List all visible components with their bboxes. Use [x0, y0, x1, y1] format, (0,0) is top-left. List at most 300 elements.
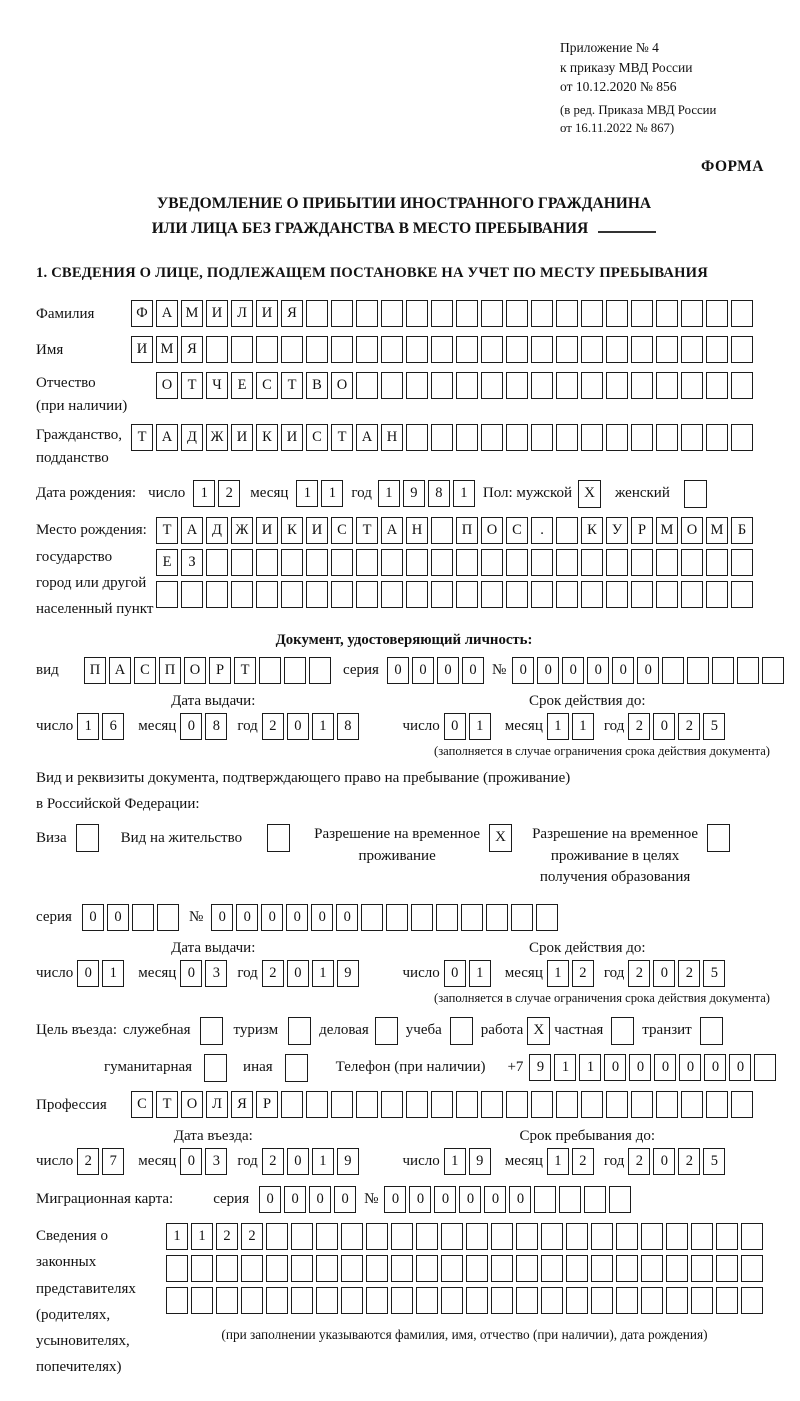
form-cell[interactable]: 3: [205, 1148, 227, 1175]
form-cell[interactable]: [181, 581, 203, 608]
form-cell[interactable]: [662, 657, 684, 684]
form-cell[interactable]: [241, 1287, 263, 1314]
form-cell[interactable]: О: [681, 517, 703, 544]
form-cell[interactable]: Т: [234, 657, 256, 684]
form-cell[interactable]: 0: [180, 713, 202, 740]
form-cell[interactable]: [306, 1091, 328, 1118]
form-cell[interactable]: 1: [321, 480, 343, 507]
form-cell[interactable]: [456, 300, 478, 327]
form-cell[interactable]: [681, 424, 703, 451]
form-cell[interactable]: [666, 1223, 688, 1250]
form-cell[interactable]: К: [256, 424, 278, 451]
form-cell[interactable]: 0: [729, 1054, 751, 1081]
form-cell[interactable]: А: [381, 517, 403, 544]
form-cell[interactable]: 1: [554, 1054, 576, 1081]
form-cell[interactable]: [556, 517, 578, 544]
form-cell[interactable]: [731, 581, 753, 608]
form-cell[interactable]: [406, 372, 428, 399]
form-cell[interactable]: [156, 581, 178, 608]
form-cell[interactable]: А: [181, 517, 203, 544]
form-cell[interactable]: А: [156, 300, 178, 327]
form-cell[interactable]: Ж: [231, 517, 253, 544]
form-cell[interactable]: 9: [529, 1054, 551, 1081]
form-cell[interactable]: А: [356, 424, 378, 451]
form-cell[interactable]: [631, 549, 653, 576]
form-cell[interactable]: 0: [384, 1186, 406, 1213]
form-cell[interactable]: [656, 300, 678, 327]
form-cell[interactable]: 0: [107, 904, 129, 931]
form-cell[interactable]: [231, 581, 253, 608]
form-cell[interactable]: [309, 657, 331, 684]
form-cell[interactable]: [456, 336, 478, 363]
form-cell[interactable]: [361, 904, 383, 931]
form-cell[interactable]: [506, 300, 528, 327]
form-cell[interactable]: [416, 1287, 438, 1314]
form-cell[interactable]: [691, 1255, 713, 1282]
form-cell[interactable]: [631, 424, 653, 451]
form-cell[interactable]: [556, 336, 578, 363]
form-cell[interactable]: Б: [731, 517, 753, 544]
form-cell[interactable]: [256, 549, 278, 576]
form-cell[interactable]: [256, 336, 278, 363]
form-cell[interactable]: 0: [629, 1054, 651, 1081]
form-cell[interactable]: [706, 300, 728, 327]
form-cell[interactable]: [666, 1255, 688, 1282]
purpose-humanitarian-checkbox[interactable]: [204, 1054, 227, 1082]
form-cell[interactable]: [191, 1287, 213, 1314]
form-cell[interactable]: [341, 1255, 363, 1282]
form-cell[interactable]: Ф: [131, 300, 153, 327]
form-cell[interactable]: [391, 1287, 413, 1314]
form-cell[interactable]: Н: [381, 424, 403, 451]
form-cell[interactable]: [531, 581, 553, 608]
form-cell[interactable]: [441, 1287, 463, 1314]
form-cell[interactable]: [606, 300, 628, 327]
form-cell[interactable]: [381, 300, 403, 327]
form-cell[interactable]: [559, 1186, 581, 1213]
form-cell[interactable]: 9: [337, 960, 359, 987]
form-cell[interactable]: [591, 1223, 613, 1250]
form-cell[interactable]: [606, 581, 628, 608]
form-cell[interactable]: [411, 904, 433, 931]
form-cell[interactable]: 0: [309, 1186, 331, 1213]
form-cell[interactable]: 0: [462, 657, 484, 684]
form-cell[interactable]: [691, 1287, 713, 1314]
form-cell[interactable]: [681, 372, 703, 399]
form-cell[interactable]: [666, 1287, 688, 1314]
form-cell[interactable]: [681, 300, 703, 327]
form-cell[interactable]: [656, 1091, 678, 1118]
form-cell[interactable]: 1: [469, 713, 491, 740]
form-cell[interactable]: [241, 1255, 263, 1282]
form-cell[interactable]: [641, 1287, 663, 1314]
form-cell[interactable]: Д: [206, 517, 228, 544]
form-cell[interactable]: [366, 1223, 388, 1250]
form-cell[interactable]: [436, 904, 458, 931]
form-cell[interactable]: [556, 424, 578, 451]
form-cell[interactable]: Т: [181, 372, 203, 399]
form-cell[interactable]: [331, 336, 353, 363]
form-cell[interactable]: 2: [262, 960, 284, 987]
form-cell[interactable]: [306, 300, 328, 327]
form-cell[interactable]: 0: [637, 657, 659, 684]
form-cell[interactable]: [216, 1255, 238, 1282]
form-cell[interactable]: [481, 581, 503, 608]
form-cell[interactable]: [281, 336, 303, 363]
form-cell[interactable]: П: [84, 657, 106, 684]
form-cell[interactable]: П: [159, 657, 181, 684]
form-cell[interactable]: 2: [218, 480, 240, 507]
form-cell[interactable]: [706, 336, 728, 363]
form-cell[interactable]: Я: [181, 336, 203, 363]
form-cell[interactable]: [536, 904, 558, 931]
form-cell[interactable]: [606, 336, 628, 363]
form-cell[interactable]: [431, 1091, 453, 1118]
purpose-transit-checkbox[interactable]: [700, 1017, 723, 1045]
form-cell[interactable]: [656, 336, 678, 363]
form-cell[interactable]: 1: [378, 480, 400, 507]
form-cell[interactable]: [381, 372, 403, 399]
form-cell[interactable]: [431, 372, 453, 399]
form-cell[interactable]: 0: [459, 1186, 481, 1213]
form-cell[interactable]: Т: [356, 517, 378, 544]
form-cell[interactable]: 0: [604, 1054, 626, 1081]
form-cell[interactable]: [256, 581, 278, 608]
form-cell[interactable]: [431, 517, 453, 544]
form-cell[interactable]: Р: [256, 1091, 278, 1118]
form-cell[interactable]: [656, 424, 678, 451]
form-cell[interactable]: 0: [654, 1054, 676, 1081]
form-cell[interactable]: [731, 424, 753, 451]
form-cell[interactable]: [366, 1287, 388, 1314]
form-cell[interactable]: Ж: [206, 424, 228, 451]
form-cell[interactable]: М: [181, 300, 203, 327]
form-cell[interactable]: 2: [678, 960, 700, 987]
form-cell[interactable]: 9: [469, 1148, 491, 1175]
form-cell[interactable]: 7: [102, 1148, 124, 1175]
form-cell[interactable]: 0: [287, 960, 309, 987]
form-cell[interactable]: И: [231, 424, 253, 451]
form-cell[interactable]: [391, 1255, 413, 1282]
form-cell[interactable]: [712, 657, 734, 684]
form-cell[interactable]: 0: [236, 904, 258, 931]
form-cell[interactable]: [431, 300, 453, 327]
form-cell[interactable]: [259, 657, 281, 684]
form-cell[interactable]: О: [481, 517, 503, 544]
form-cell[interactable]: К: [581, 517, 603, 544]
form-cell[interactable]: 0: [412, 657, 434, 684]
form-cell[interactable]: 2: [572, 1148, 594, 1175]
form-cell[interactable]: [391, 1223, 413, 1250]
form-cell[interactable]: [291, 1255, 313, 1282]
form-cell[interactable]: 2: [241, 1223, 263, 1250]
form-cell[interactable]: [356, 549, 378, 576]
form-cell[interactable]: [166, 1287, 188, 1314]
form-cell[interactable]: [381, 581, 403, 608]
form-cell[interactable]: [516, 1255, 538, 1282]
form-cell[interactable]: П: [456, 517, 478, 544]
form-cell[interactable]: [556, 1091, 578, 1118]
form-cell[interactable]: [406, 424, 428, 451]
form-cell[interactable]: [416, 1223, 438, 1250]
form-cell[interactable]: [511, 904, 533, 931]
form-cell[interactable]: 0: [437, 657, 459, 684]
form-cell[interactable]: В: [306, 372, 328, 399]
form-cell[interactable]: 0: [336, 904, 358, 931]
form-cell[interactable]: 1: [469, 960, 491, 987]
form-cell[interactable]: 2: [628, 960, 650, 987]
form-cell[interactable]: [556, 300, 578, 327]
form-cell[interactable]: [456, 424, 478, 451]
form-cell[interactable]: О: [156, 372, 178, 399]
form-cell[interactable]: [316, 1223, 338, 1250]
form-cell[interactable]: [132, 904, 154, 931]
form-cell[interactable]: [266, 1287, 288, 1314]
form-cell[interactable]: Е: [156, 549, 178, 576]
form-cell[interactable]: [706, 549, 728, 576]
temp-residence-education-checkbox[interactable]: [707, 824, 730, 852]
form-cell[interactable]: [456, 372, 478, 399]
form-cell[interactable]: [641, 1255, 663, 1282]
form-cell[interactable]: [616, 1223, 638, 1250]
form-cell[interactable]: И: [281, 424, 303, 451]
form-cell[interactable]: [416, 1255, 438, 1282]
form-cell[interactable]: [431, 336, 453, 363]
form-cell[interactable]: 1: [312, 1148, 334, 1175]
form-cell[interactable]: [656, 581, 678, 608]
form-cell[interactable]: Л: [206, 1091, 228, 1118]
form-cell[interactable]: Д: [181, 424, 203, 451]
form-cell[interactable]: [606, 1091, 628, 1118]
form-cell[interactable]: 0: [653, 960, 675, 987]
form-cell[interactable]: С: [506, 517, 528, 544]
form-cell[interactable]: 9: [337, 1148, 359, 1175]
form-cell[interactable]: [266, 1255, 288, 1282]
form-cell[interactable]: [206, 336, 228, 363]
form-cell[interactable]: [316, 1287, 338, 1314]
form-cell[interactable]: [534, 1186, 556, 1213]
form-cell[interactable]: [606, 549, 628, 576]
form-cell[interactable]: [641, 1223, 663, 1250]
form-cell[interactable]: [737, 657, 759, 684]
form-cell[interactable]: [431, 424, 453, 451]
form-cell[interactable]: [381, 549, 403, 576]
form-cell[interactable]: [681, 336, 703, 363]
form-cell[interactable]: [216, 1287, 238, 1314]
form-cell[interactable]: 8: [337, 713, 359, 740]
form-cell[interactable]: [406, 549, 428, 576]
form-cell[interactable]: [566, 1255, 588, 1282]
form-cell[interactable]: С: [134, 657, 156, 684]
form-cell[interactable]: [506, 581, 528, 608]
form-cell[interactable]: [381, 1091, 403, 1118]
form-cell[interactable]: [531, 549, 553, 576]
form-cell[interactable]: [681, 1091, 703, 1118]
form-cell[interactable]: [486, 904, 508, 931]
form-cell[interactable]: [157, 904, 179, 931]
form-cell[interactable]: [716, 1287, 738, 1314]
form-cell[interactable]: [356, 300, 378, 327]
form-cell[interactable]: [609, 1186, 631, 1213]
form-cell[interactable]: [456, 1091, 478, 1118]
form-cell[interactable]: 0: [259, 1186, 281, 1213]
form-cell[interactable]: [356, 372, 378, 399]
form-cell[interactable]: [531, 424, 553, 451]
purpose-work-checkbox[interactable]: X: [527, 1017, 550, 1045]
form-cell[interactable]: .: [531, 517, 553, 544]
form-cell[interactable]: 2: [216, 1223, 238, 1250]
form-cell[interactable]: С: [131, 1091, 153, 1118]
form-cell[interactable]: 6: [102, 713, 124, 740]
form-cell[interactable]: [616, 1255, 638, 1282]
form-cell[interactable]: И: [256, 517, 278, 544]
form-cell[interactable]: 0: [82, 904, 104, 931]
form-cell[interactable]: [491, 1223, 513, 1250]
form-cell[interactable]: [341, 1287, 363, 1314]
form-cell[interactable]: [584, 1186, 606, 1213]
form-cell[interactable]: 1: [312, 960, 334, 987]
form-cell[interactable]: [341, 1223, 363, 1250]
form-cell[interactable]: 0: [180, 960, 202, 987]
form-cell[interactable]: [506, 549, 528, 576]
form-cell[interactable]: [656, 372, 678, 399]
form-cell[interactable]: И: [131, 336, 153, 363]
form-cell[interactable]: [406, 300, 428, 327]
purpose-private-checkbox[interactable]: [611, 1017, 634, 1045]
form-cell[interactable]: [681, 549, 703, 576]
form-cell[interactable]: И: [306, 517, 328, 544]
form-cell[interactable]: [731, 549, 753, 576]
form-cell[interactable]: 2: [262, 713, 284, 740]
form-cell[interactable]: [566, 1223, 588, 1250]
form-cell[interactable]: [741, 1223, 763, 1250]
form-cell[interactable]: 0: [261, 904, 283, 931]
form-cell[interactable]: 5: [703, 1148, 725, 1175]
form-cell[interactable]: [591, 1255, 613, 1282]
form-cell[interactable]: 0: [286, 904, 308, 931]
form-cell[interactable]: 0: [612, 657, 634, 684]
form-cell[interactable]: 0: [211, 904, 233, 931]
form-cell[interactable]: 0: [287, 713, 309, 740]
form-cell[interactable]: 0: [679, 1054, 701, 1081]
form-cell[interactable]: М: [156, 336, 178, 363]
form-cell[interactable]: И: [256, 300, 278, 327]
form-cell[interactable]: 0: [653, 713, 675, 740]
form-cell[interactable]: [556, 549, 578, 576]
form-cell[interactable]: [466, 1255, 488, 1282]
form-cell[interactable]: [731, 1091, 753, 1118]
form-cell[interactable]: Т: [331, 424, 353, 451]
form-cell[interactable]: [191, 1255, 213, 1282]
form-cell[interactable]: [291, 1223, 313, 1250]
form-cell[interactable]: 1: [547, 960, 569, 987]
form-cell[interactable]: Т: [131, 424, 153, 451]
form-cell[interactable]: 1: [193, 480, 215, 507]
form-cell[interactable]: [631, 336, 653, 363]
form-cell[interactable]: 2: [678, 713, 700, 740]
form-cell[interactable]: Я: [281, 300, 303, 327]
form-cell[interactable]: [731, 336, 753, 363]
form-cell[interactable]: [656, 549, 678, 576]
form-cell[interactable]: [566, 1287, 588, 1314]
form-cell[interactable]: Н: [406, 517, 428, 544]
sex-male-checkbox[interactable]: X: [578, 480, 601, 508]
form-cell[interactable]: 0: [587, 657, 609, 684]
form-cell[interactable]: [516, 1287, 538, 1314]
form-cell[interactable]: 1: [77, 713, 99, 740]
form-cell[interactable]: О: [331, 372, 353, 399]
form-cell[interactable]: [231, 336, 253, 363]
form-cell[interactable]: [531, 336, 553, 363]
form-cell[interactable]: [466, 1287, 488, 1314]
form-cell[interactable]: [631, 581, 653, 608]
form-cell[interactable]: [431, 549, 453, 576]
form-cell[interactable]: [631, 372, 653, 399]
form-cell[interactable]: [291, 1287, 313, 1314]
form-cell[interactable]: [581, 300, 603, 327]
form-cell[interactable]: [581, 336, 603, 363]
form-cell[interactable]: [284, 657, 306, 684]
form-cell[interactable]: 2: [628, 1148, 650, 1175]
form-cell[interactable]: [456, 581, 478, 608]
form-cell[interactable]: Т: [281, 372, 303, 399]
form-cell[interactable]: 1: [579, 1054, 601, 1081]
form-cell[interactable]: [481, 300, 503, 327]
form-cell[interactable]: М: [706, 517, 728, 544]
form-cell[interactable]: [406, 1091, 428, 1118]
form-cell[interactable]: [461, 904, 483, 931]
form-cell[interactable]: [506, 336, 528, 363]
form-cell[interactable]: Т: [156, 517, 178, 544]
form-cell[interactable]: 5: [703, 960, 725, 987]
form-cell[interactable]: Р: [631, 517, 653, 544]
form-cell[interactable]: [281, 549, 303, 576]
form-cell[interactable]: [631, 1091, 653, 1118]
form-cell[interactable]: [381, 336, 403, 363]
form-cell[interactable]: [331, 581, 353, 608]
form-cell[interactable]: [506, 372, 528, 399]
form-cell[interactable]: [306, 549, 328, 576]
form-cell[interactable]: [206, 581, 228, 608]
form-cell[interactable]: 2: [678, 1148, 700, 1175]
form-cell[interactable]: 1: [572, 713, 594, 740]
form-cell[interactable]: 0: [444, 960, 466, 987]
form-cell[interactable]: У: [606, 517, 628, 544]
form-cell[interactable]: [456, 549, 478, 576]
form-cell[interactable]: 5: [703, 713, 725, 740]
purpose-commercial-checkbox[interactable]: [375, 1017, 398, 1045]
form-cell[interactable]: Ч: [206, 372, 228, 399]
purpose-tourism-checkbox[interactable]: [288, 1017, 311, 1045]
form-cell[interactable]: [541, 1255, 563, 1282]
form-cell[interactable]: [616, 1287, 638, 1314]
form-cell[interactable]: [731, 300, 753, 327]
form-cell[interactable]: 0: [311, 904, 333, 931]
form-cell[interactable]: [716, 1223, 738, 1250]
form-cell[interactable]: 1: [191, 1223, 213, 1250]
form-cell[interactable]: [606, 424, 628, 451]
purpose-study-checkbox[interactable]: [450, 1017, 473, 1045]
purpose-business-checkbox[interactable]: [200, 1017, 223, 1045]
sex-female-checkbox[interactable]: [684, 480, 707, 508]
form-cell[interactable]: 0: [387, 657, 409, 684]
form-cell[interactable]: [206, 549, 228, 576]
form-cell[interactable]: [706, 1091, 728, 1118]
form-cell[interactable]: А: [109, 657, 131, 684]
form-cell[interactable]: 2: [572, 960, 594, 987]
form-cell[interactable]: [581, 581, 603, 608]
form-cell[interactable]: 0: [512, 657, 534, 684]
